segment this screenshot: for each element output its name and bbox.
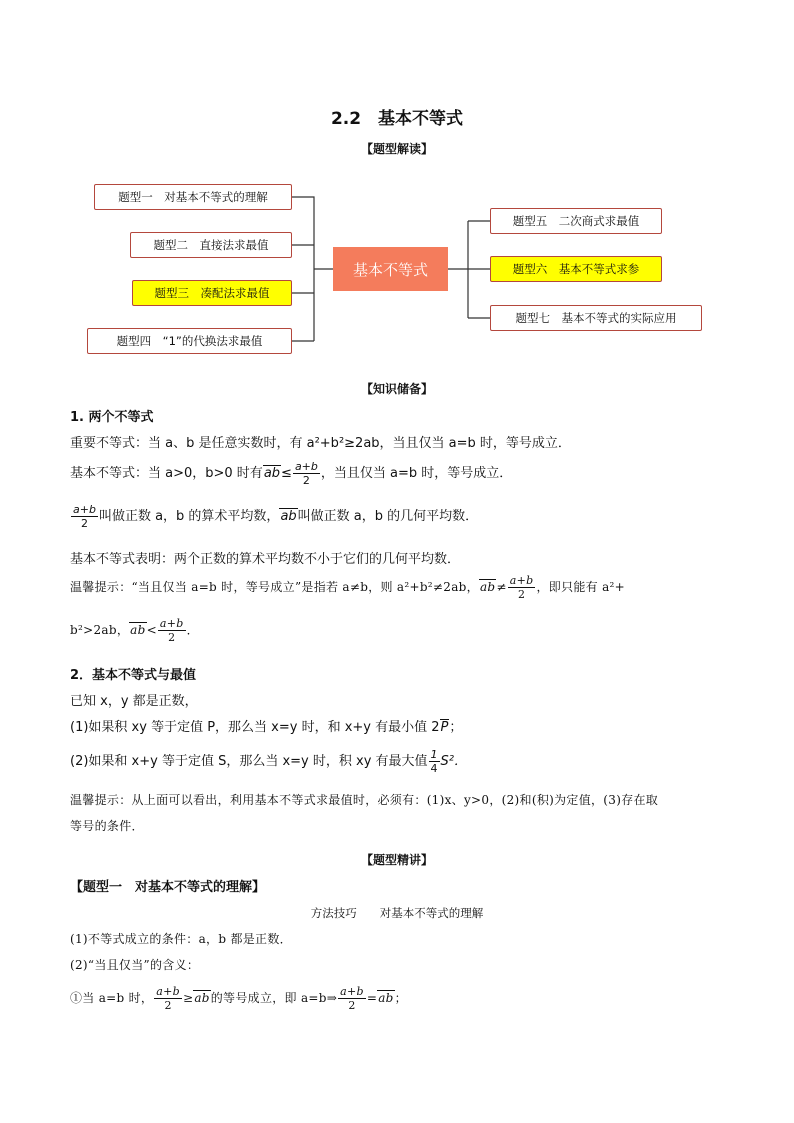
sqrt-ab: ab [378, 991, 394, 1005]
section-heading-interpret: 【题型解读】 [360, 142, 433, 156]
text: (2)如果和 x+y 等于定值 S，那么当 x=y 时，积 xy 有最大值 [70, 754, 428, 769]
numerator: a+b [340, 985, 364, 998]
fraction-mean [293, 460, 320, 487]
tip-conditions-cont: 等号的条件． [70, 819, 144, 833]
fraction-mean [71, 503, 98, 530]
section-heading-knowledge: 【知识储备】 [360, 382, 433, 396]
method-tip-title: 方法技巧 对基本不等式的理解 [310, 906, 484, 920]
text: b²>2ab， [70, 623, 130, 637]
text: ，当且仅当 a=b 时，等号成立． [320, 466, 513, 481]
semicolon: ； [449, 720, 463, 735]
eq-sign: = [366, 991, 378, 1005]
mindmap-node-type6: 题型六 基本不等式求参 [490, 256, 662, 282]
sqrt-ab: ab [479, 580, 496, 594]
sqrt-ab: ab [130, 623, 146, 637]
leq-sign: ≤ [281, 466, 292, 481]
numerator: a+b [156, 985, 180, 998]
text: 基本不等式：当 a>0，b>0 时有 [70, 466, 263, 481]
section-heading-lecture: 【题型精讲】 [360, 853, 433, 867]
text: 叫做正数 a，b 的几何平均数． [297, 509, 479, 524]
sqrt-ab: ab [263, 466, 281, 481]
text: 温馨提示：“当且仅当 a=b 时，等号成立”是指若 a≠b，则 a²+b²≠2ab， [70, 580, 479, 594]
lt-sign: < [146, 623, 157, 637]
equality-case [70, 985, 407, 1012]
mindmap-node-type2: 题型二 直接法求最值 [130, 232, 292, 258]
mindmap-node-type7: 题型七 基本不等式的实际应用 [490, 305, 702, 331]
tip-equality-cont [70, 617, 199, 644]
text: 叫做正数 a，b 的算术平均数， [98, 509, 280, 524]
denominator: 2 [348, 999, 356, 1012]
heading-two-inequalities: 1. 两个不等式 [70, 410, 154, 425]
mindmap-node-type3: 题型三 凑配法求最值 [132, 280, 292, 306]
lecture-type1-heading: 【题型一 对基本不等式的理解】 [70, 880, 266, 895]
s-squared: S²． [440, 754, 468, 769]
denominator: 4 [430, 762, 438, 775]
text: 的等号成立，即 a=b⇒ [210, 991, 338, 1005]
mindmap-node-type4: 题型四 “1”的代换法求最值 [87, 328, 292, 354]
denominator: 2 [80, 517, 88, 530]
tip-conditions: 温馨提示：从上面可以看出，利用基本不等式求最值时，必须有：(1)x、y>0，(2)和(积)为定值，(3)存在取 [70, 793, 659, 807]
iff-meaning: (2)“当且仅当”的含义： [70, 958, 200, 972]
heading-extremum: 2．基本不等式与最值 [70, 668, 197, 683]
basic-inequality [70, 460, 512, 487]
geq-sign: ≥ [182, 991, 194, 1005]
denominator: 2 [164, 999, 172, 1012]
numerator: 1 [430, 748, 438, 761]
tip-equality [70, 574, 625, 601]
page-title: 2.2 基本不等式 [330, 109, 464, 129]
sqrt-ab: ab [194, 991, 210, 1005]
fraction-mean [154, 985, 182, 1012]
inequality-meaning: 基本不等式表明：两个正数的算术平均数不小于它们的几何平均数． [70, 552, 461, 567]
sqrt-ab: ab [280, 509, 297, 524]
text: ，即只能有 a²+ [536, 580, 626, 594]
mean-definitions [70, 503, 478, 530]
numerator: a+b [509, 574, 534, 587]
sqrt-P: P [440, 720, 449, 735]
fraction-mean [508, 574, 536, 601]
period: ． [186, 623, 199, 637]
condition-positive: (1)不等式成立的条件：a，b 都是正数． [70, 932, 292, 946]
numerator: a+b [294, 460, 318, 473]
numerator: a+b [73, 503, 96, 516]
min-sum [70, 716, 462, 735]
semicolon: ； [394, 991, 407, 1005]
text: ①当 a=b 时， [70, 991, 154, 1005]
mindmap-node-type5: 题型五 二次商式求最值 [490, 208, 662, 234]
numerator: a+b [159, 617, 184, 630]
fraction-mean [158, 617, 186, 644]
denominator: 2 [517, 588, 526, 601]
mindmap-node-type1: 题型一 对基本不等式的理解 [94, 184, 292, 210]
fraction-quarter [429, 748, 440, 775]
important-inequality: 重要不等式：当 a、b 是任意实数时，有 a²+b²≥2ab，当且仅当 a=b 时，等号成立． [70, 436, 571, 451]
text: (1)如果积 xy 等于定值 P，那么当 x=y 时，和 x+y 有最小值 2 [70, 720, 440, 735]
max-product [70, 748, 467, 775]
denominator: 2 [168, 631, 176, 644]
mindmap-center-node: 基本不等式 [333, 247, 448, 291]
fraction-mean [338, 985, 366, 1012]
denominator: 2 [302, 474, 310, 487]
neq-sign: ≠ [496, 580, 507, 594]
given-positive: 已知 x，y 都是正数， [70, 694, 198, 709]
